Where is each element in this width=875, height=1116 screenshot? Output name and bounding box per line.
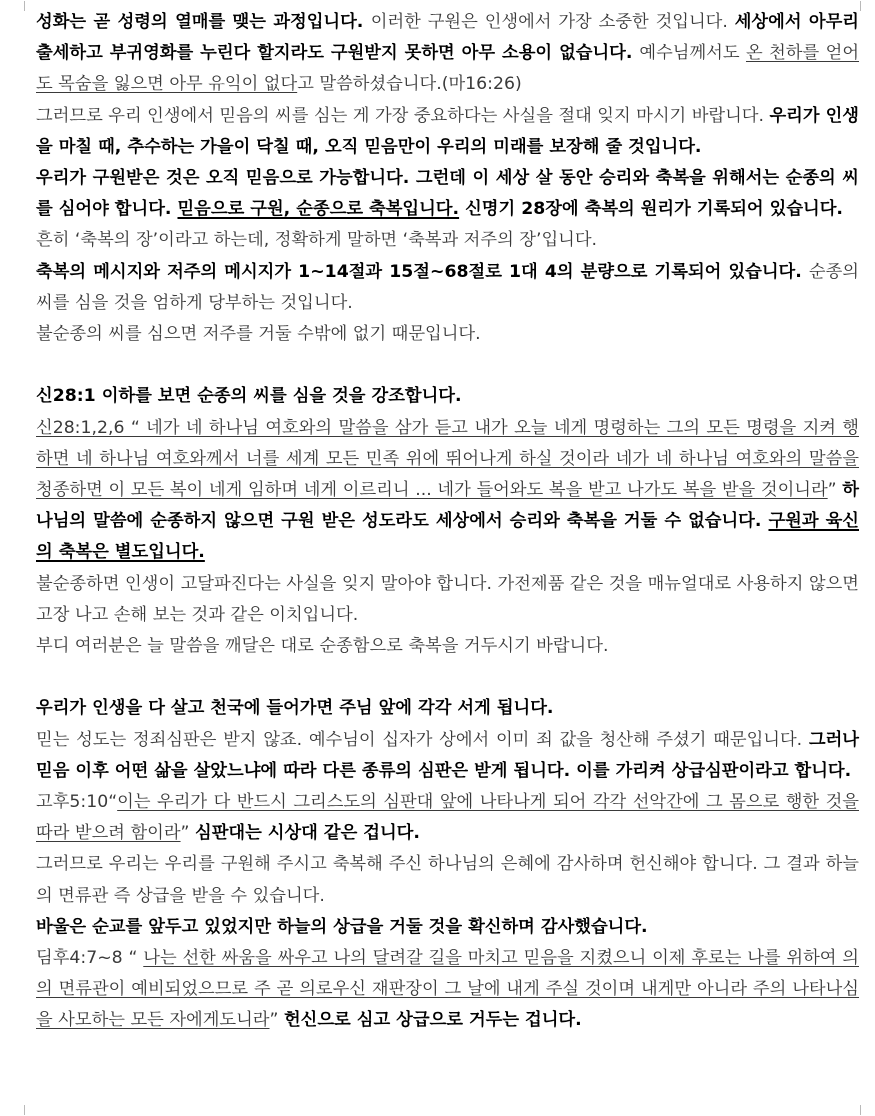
page-corner-mark [850, 1105, 861, 1115]
text-run: 고후5:10“ [36, 792, 118, 813]
text-run: 우리가 구원받은 것은 오직 믿음으로 가능합니다. 그런데 이 세상 살 동안 승리와 축복을 위해서는 순종의 씨를 심어야 합니다. [36, 168, 860, 220]
paragraph [36, 725, 859, 787]
paragraph [36, 569, 859, 631]
paragraph [36, 225, 859, 256]
text-run: ” [827, 480, 843, 501]
text-run: 세상에서 아무리 출세하고 부귀영화를 누린다 할지라도 구원받지 못하면 아무 소용이 없습니다. [36, 12, 859, 64]
paragraph [36, 163, 859, 225]
document-body[interactable] [36, 7, 859, 1037]
paragraph [36, 693, 859, 724]
text-run: 바울은 순교를 앞두고 있었지만 하늘의 상급을 거둘 것을 확신하며 감사했습니다. [36, 916, 648, 937]
text-run: 흔히 ‘축복의 장’이라고 하는데, 정확하게 말하면 ‘축복과 저주의 장’입니다. [36, 230, 598, 251]
text-run: 믿음으로 구원, 순종으로 축복입니다. [177, 199, 460, 220]
text-run: 고 말씀하셨습니다.(마16:26) [297, 74, 522, 95]
text-run: 축복의 메시지와 저주의 메시지가 1~14절과 15절~68절로 1대 4의 분량으로 기록되어 있습니다. [36, 261, 809, 282]
blank-line [36, 350, 859, 381]
paragraph [36, 257, 859, 319]
text-run: 그러므로 우리 인생에서 믿음의 씨를 심는 게 가장 중요하다는 사실을 절대 잊지 마시기 바랍니다. [36, 105, 770, 126]
paragraph [36, 413, 859, 569]
text-run: 심판대는 시상대 같은 겁니다. [195, 823, 420, 844]
text-run: 믿는 성도는 정죄심판은 받지 않죠. 예수님이 십자가 상에서 이미 죄 값을 청산해 주셨기 때문입니다. [36, 729, 809, 750]
paragraph [36, 101, 859, 163]
text-run: 신28:1,2,6 “ 네가 네 하나님 여호와의 말씀을 삼가 듣고 내가 오늘 네게 명령하는 그의 모든 명령을 지켜 행하면 네 하나님 여호와께서 너를 세계 모든 민족 위에 뛰어나게 하실 것이라 네가 네 하나님 여호와의 말씀을 청종하면 이 모든 복이 네게 임하며 네게 이르리니 ... 네가 들어와도 복을 받고 나가도 복을 받을 것이니라 [36, 417, 859, 501]
text-run: 우리가 인생을 마칠 때, 추수하는 가을이 닥칠 때, 오직 믿음만이 우리의 미래를 보장해 줄 것입니다. [36, 105, 859, 157]
text-run: 신명기 28장에 축복의 원리가 기록되어 있습니다. [459, 199, 843, 220]
text-run: 불순종의 씨를 심으면 저주를 거둘 수밖에 없기 때문입니다. [36, 324, 481, 345]
paragraph [36, 912, 859, 943]
text-run: 하나님의 말씀에 순종하지 않으면 구원 받은 성도라도 세상에서 승리와 축복을 거둘 수 없습니다. [36, 480, 859, 532]
text-run: 신28:1 이하를 보면 순종의 씨를 심을 것을 강조합니다. [36, 386, 462, 407]
text-run: 부디 여러분은 늘 말씀을 깨달은 대로 순종함으로 축복을 거두시기 바랍니다. [36, 636, 609, 657]
paragraph [36, 631, 859, 662]
page-corner-mark [24, 1, 35, 11]
text-run: 딤후4:7~8 “ [36, 948, 144, 969]
text-run: 그러므로 우리는 우리를 구원해 주시고 축복해 주신 하나님의 은혜에 감사하며 헌신해야 합니다. 그 결과 하늘의 면류관 즉 상급을 받을 수 있습니다. [36, 854, 859, 906]
text-run: ” [180, 823, 195, 844]
paragraph [36, 319, 859, 350]
text-run: 예수님께서도 [639, 43, 746, 64]
text-run: 나는 선한 싸움을 싸우고 나의 달려갈 길을 마치고 믿음을 지켰으니 이제 후로는 나를 위하여 의의 면류관이 예비되었으므로 주 곧 의로우신 재판장이 그 날에 내게 주실 것이며 내게만 아니라 주의 나타나심을 사모하는 모든 자에게도니라 [36, 948, 859, 1031]
paragraph [36, 849, 859, 911]
text-run: 이러한 구원은 인생에서 가장 소중한 것입니다. [370, 12, 735, 32]
text-run: 우리가 인생을 다 살고 천국에 들어가면 주님 앞에 각각 서게 됩니다. [36, 698, 554, 719]
paragraph [36, 787, 859, 849]
text-run: 온 천하를 얻어도 목숨을 잃으면 아무 유익이 없다 [36, 43, 860, 95]
text-run: 구원과 육신의 축복은 별도입니다. [36, 511, 859, 563]
text-run: 이는 우리가 다 반드시 그리스도의 심판대 앞에 나타나게 되어 각각 선악간에 그 몸으로 행한 것을 따라 받으려 함이라 [36, 792, 859, 844]
text-run: 성화는 곧 성령의 열매를 맺는 과정입니다. [36, 12, 371, 32]
paragraph [36, 381, 859, 412]
text-run: 순종의 씨를 심을 것을 엄하게 당부하는 것입니다. [36, 261, 859, 313]
text-run: 헌신으로 심고 상급으로 거두는 겁니다. [283, 1010, 582, 1031]
text-run: ” [269, 1010, 284, 1031]
text-run: 그러나 믿음 이후 어떤 삶을 살았느냐에 따라 다른 종류의 심판은 받게 됩니다. 이를 가리켜 상급심판이라고 합니다. [36, 729, 859, 781]
paragraph [36, 7, 859, 101]
paragraph [36, 943, 859, 1037]
blank-line [36, 662, 859, 693]
page-corner-mark [24, 1105, 35, 1115]
text-run: 불순종하면 인생이 고달파진다는 사실을 잊지 말아야 합니다. 가전제품 같은 것을 매뉴얼대로 사용하지 않으면 고장 나고 손해 보는 것과 같은 이치입니다. [36, 573, 859, 625]
